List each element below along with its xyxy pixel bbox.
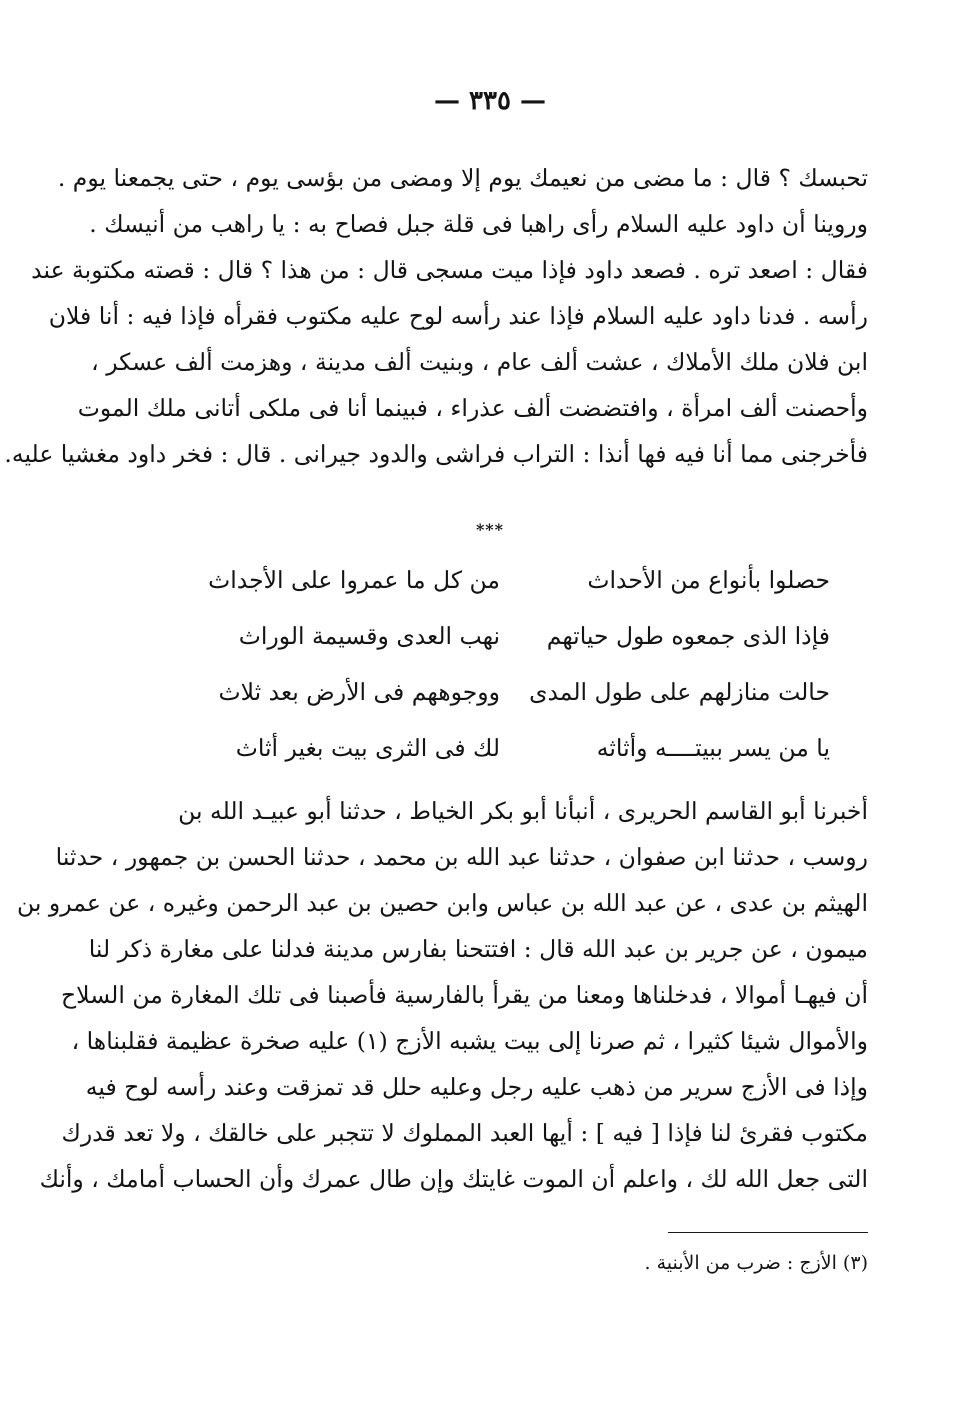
hemistich-first: حالت منازلهم على طول المدى [529, 678, 830, 706]
poem-verse [210, 552, 830, 608]
footnote: (٣) الأزج : ضرب من الأبنية . [644, 1252, 868, 1274]
text-line: أخبرنا أبو القاسم الحريرى ، أنبأنا أبو بكر الخياط ، حدثنا أبو عبيـد الله بن [178, 797, 868, 825]
text-line: تحبسك ؟ قال : ما مضى من نعيمك يوم إلا ومضى من بؤسى يوم ، حتى يجمعنا يوم . [57, 164, 868, 192]
text-line: التى جعل الله لك ، واعلم أن الموت غايتك وإن طال عمرك وأن الحساب أمامك ، وأنك [39, 1165, 868, 1193]
prose-block-bottom [17, 788, 868, 1202]
text-line: والأموال شيئا كثيرا ، ثم صرنا إلى بيت يشبه الأزج (١) عليه صخرة عظيمة فقلبناها ، [71, 1027, 868, 1055]
poem-verse [210, 720, 830, 776]
text-line: رأسه . فدنا داود عليه السلام فإذا عند رأسه لوح عليه مكتوب فقرأه فإذا فيه : أنا فلان [48, 302, 868, 330]
hemistich-second: من كل ما عمروا على الأجداث [208, 566, 500, 594]
hemistich-first: يا من يسر ببيتــــه وأثاثه [596, 734, 830, 762]
hemistich-first: حصلوا بأنواع من الأحداث [587, 566, 830, 594]
hemistich-second: ووجوههم فى الأرض بعد ثلاث [218, 678, 500, 706]
poem-verse [210, 664, 830, 720]
hemistich-first: فإذا الذى جمعوه طول حياتهم [546, 622, 830, 650]
text-line: وروينا أن داود عليه السلام رأى راهبا فى قلة جبل فصاح به : يا راهب من أنيسك . [89, 210, 868, 238]
text-line: ميمون ، عن جرير بن عبد الله قال : افتتحنا بفارس مدينة فدلنا على مغارة ذكر لنا [88, 935, 868, 963]
text-line: فأخرجنى مما أنا فيه فها أنذا : التراب فراشى والدود جيرانى . قال : فخر داود مغشيا عليه. [4, 440, 868, 468]
page-number: — ٣٣٥ — [433, 86, 547, 116]
text-line: فقال : اصعد تره . فصعد داود فإذا ميت مسجى قال : من هذا ؟ قال : قصته مكتوبة عند [31, 256, 868, 284]
text-line: وأحصنت ألف امرأة ، وافتضضت ألف عذراء ، فبينما أنا فى ملكى أتانى ملك الموت [77, 394, 868, 422]
prose-block-top [4, 155, 868, 477]
poem-verse [210, 608, 830, 664]
text-line: أن فيهـا أموالا ، فدخلناها ومعنا من يقرأ بالفارسية فأصبنا فى تلك المغارة من السلاح [61, 981, 868, 1009]
text-line: ابن فلان ملك الأملاك ، عشت ألف عام ، وبنيت ألف مدينة ، وهزمت ألف عسكر ، [91, 348, 868, 376]
text-line: روسب ، حدثنا ابن صفوان ، حدثنا عبد الله بن محمد ، حدثنا الحسن بن جمهور ، حدثنا [55, 843, 868, 871]
footnote-divider [668, 1232, 868, 1233]
hemistich-second: لك فى الثرى بيت بغير أثاث [235, 734, 500, 762]
text-line: الهيثم بن عدى ، عن عبد الله بن عباس وابن حصين بن عبد الرحمن وغيره ، عن عمرو بن [17, 889, 868, 917]
hemistich-second: نهب العدى وقسيمة الوراث [238, 622, 500, 650]
poem [210, 552, 830, 776]
text-line: وإذا فى الأزج سرير من ذهب عليه رجل وعليه حلل قد تمزقت وعند رأسه لوح فيه [85, 1073, 868, 1101]
section-separator: *** [475, 520, 505, 539]
text-line: مكتوب فقرئ لنا فإذا [ فيه ] : أيها العبد المملوك لا تتجبر على خالقك ، ولا تعد قدرك [61, 1119, 868, 1147]
